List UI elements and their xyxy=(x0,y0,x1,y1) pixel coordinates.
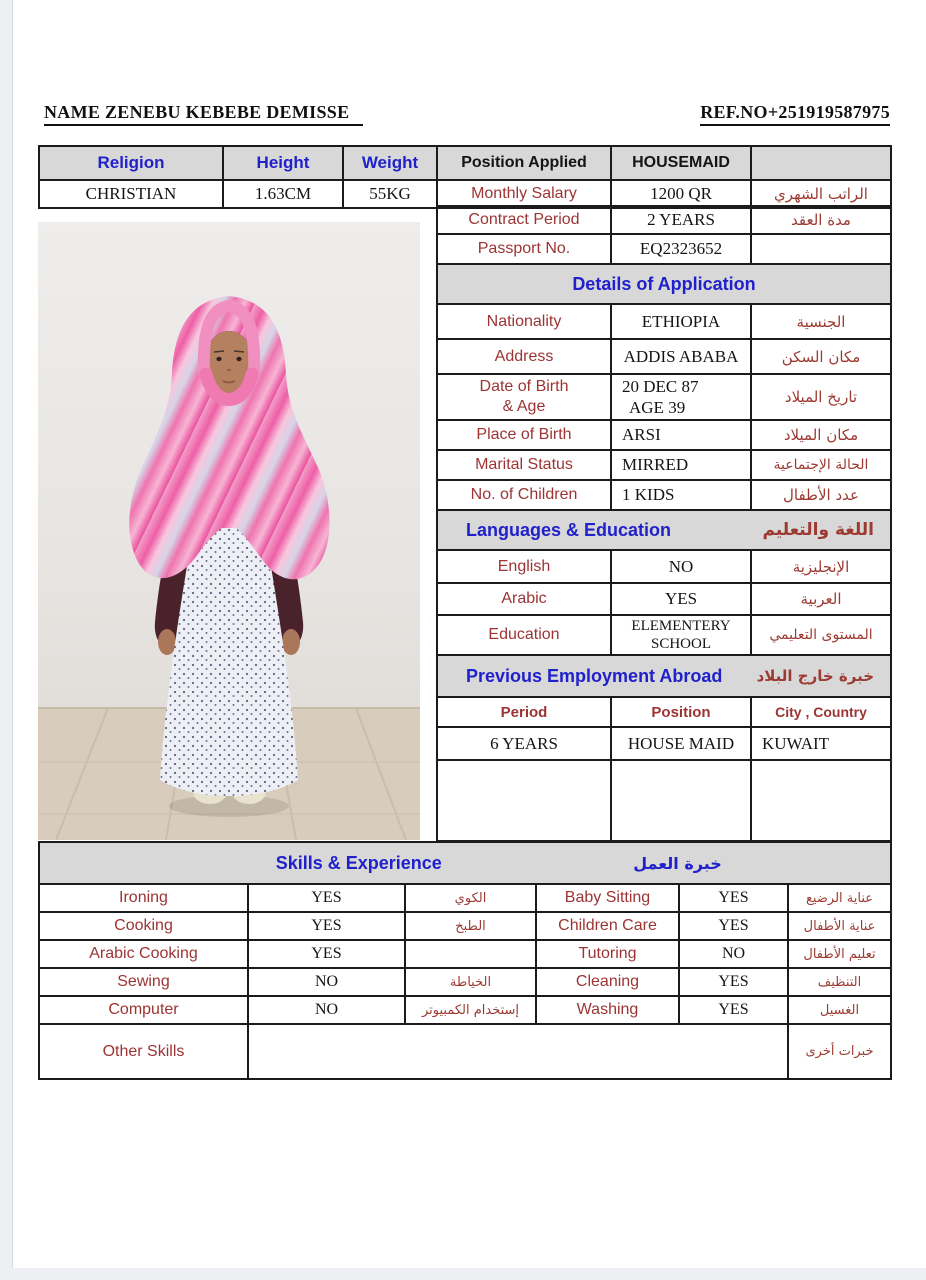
skill-value: YES xyxy=(679,884,788,912)
address-label: Address xyxy=(437,339,611,374)
skill-value: YES xyxy=(248,940,405,968)
skill-value: NO xyxy=(248,996,405,1024)
skill-value: YES xyxy=(679,968,788,996)
passport-label: Passport No. xyxy=(437,234,611,264)
skills-table xyxy=(38,841,892,1080)
applicant-name: NAME ZENEBU KEBEBE DEMISSE xyxy=(44,102,363,126)
arabic-arabic: العربية xyxy=(751,583,891,615)
place-of-birth-label: Place of Birth xyxy=(437,420,611,450)
employment-position-value: HOUSE MAID xyxy=(611,727,751,760)
passport-value: EQ2323652 xyxy=(611,234,751,264)
dob-label-line2: & Age xyxy=(502,398,546,415)
position-column-header: Position xyxy=(611,697,751,727)
position-applied-header: Position Applied xyxy=(437,146,611,180)
skill-arabic: عناية الرضيع xyxy=(788,884,891,912)
address-value: ADDIS ABABA xyxy=(611,339,751,374)
monthly-salary-arabic: الراتب الشهري xyxy=(751,180,891,208)
skill-label: Ironing xyxy=(39,884,248,912)
dob-label-line1: Date of Birth xyxy=(479,378,569,395)
address-arabic: مكان السكن xyxy=(751,339,891,374)
employment-section-header xyxy=(437,655,891,697)
marital-status-arabic: الحالة الإجتماعية xyxy=(751,450,891,480)
skill-arabic: التنظيف xyxy=(788,968,891,996)
skill-label: Arabic Cooking xyxy=(39,940,248,968)
english-arabic: الإنجليزية xyxy=(751,550,891,583)
arabic-value: YES xyxy=(611,583,751,615)
languages-title: Languages & Education xyxy=(466,519,672,540)
skills-row xyxy=(39,940,891,968)
skill-arabic: الكوي xyxy=(405,884,536,912)
skill-value: YES xyxy=(248,884,405,912)
skill-label: Tutoring xyxy=(536,940,679,968)
skills-title: Skills & Experience xyxy=(275,852,442,873)
skill-arabic: تعليم الأطفال xyxy=(788,940,891,968)
skill-label: Baby Sitting xyxy=(536,884,679,912)
employment-period-value: 6 YEARS xyxy=(437,727,611,760)
dob-arabic: تاريخ الميلاد xyxy=(751,374,891,420)
employment-title: Previous Employment Abroad xyxy=(466,665,723,686)
height-header: Height xyxy=(223,146,343,180)
skills-row xyxy=(39,884,891,912)
skill-arabic: الخياطة xyxy=(405,968,536,996)
city-column-header: City , Country xyxy=(751,697,891,727)
dob-value xyxy=(611,374,751,420)
reference-number: REF.NO+251919587975 xyxy=(700,102,890,126)
children-arabic: عدد الأطفال xyxy=(751,480,891,510)
passport-arabic-empty xyxy=(751,234,891,264)
religion-value: CHRISTIAN xyxy=(39,180,223,208)
contract-period-value: 2 YEARS xyxy=(611,206,751,234)
employment-empty-period xyxy=(437,760,611,841)
summary-table xyxy=(38,145,892,209)
skill-label: Cooking xyxy=(39,912,248,940)
languages-title-arabic: اللغة والتعليم xyxy=(762,520,874,540)
skills-row xyxy=(39,968,891,996)
place-of-birth-value: ARSI xyxy=(611,420,751,450)
skill-arabic: الغسيل xyxy=(788,996,891,1024)
nationality-label: Nationality xyxy=(437,304,611,339)
applicant-photo xyxy=(38,222,420,840)
skills-section-header xyxy=(39,842,891,884)
employment-empty-position xyxy=(611,760,751,841)
education-arabic: المستوى التعليمي xyxy=(751,615,891,655)
employment-empty-city xyxy=(751,760,891,841)
skill-value: NO xyxy=(679,940,788,968)
marital-status-label: Marital Status xyxy=(437,450,611,480)
children-label: No. of Children xyxy=(437,480,611,510)
dob-value-line2: AGE 39 xyxy=(629,398,686,417)
skill-value: NO xyxy=(248,968,405,996)
skill-label: Children Care xyxy=(536,912,679,940)
details-section-title: Details of Application xyxy=(437,264,891,304)
empty-header-cell xyxy=(751,146,891,180)
skill-value: YES xyxy=(679,996,788,1024)
height-value: 1.63CM xyxy=(223,180,343,208)
skills-title-arabic: خبرة العمل xyxy=(633,853,722,873)
other-skills-arabic: خبرات أخرى xyxy=(788,1024,891,1079)
languages-section-header xyxy=(437,510,891,550)
education-label: Education xyxy=(437,615,611,655)
position-value: HOUSEMAID xyxy=(611,146,751,180)
employment-title-arabic: خبرة خارج البلاد xyxy=(756,667,874,685)
monthly-salary-value: 1200 QR xyxy=(611,180,751,208)
contract-period-label: Contract Period xyxy=(437,206,611,234)
nationality-arabic: الجنسية xyxy=(751,304,891,339)
english-value: NO xyxy=(611,550,751,583)
dob-value-line1: 20 DEC 87 xyxy=(622,376,699,396)
skill-arabic: الطبخ xyxy=(405,912,536,940)
skill-value: YES xyxy=(679,912,788,940)
skill-label: Computer xyxy=(39,996,248,1024)
document-header xyxy=(44,102,890,126)
weight-header: Weight xyxy=(343,146,437,180)
education-value: ELEMENTERY SCHOOL xyxy=(611,615,751,655)
weight-value: 55KG xyxy=(343,180,437,208)
dob-label xyxy=(437,374,611,420)
marital-status-value: MIRRED xyxy=(611,450,751,480)
skill-arabic xyxy=(405,940,536,968)
period-column-header: Period xyxy=(437,697,611,727)
english-label: English xyxy=(437,550,611,583)
monthly-salary-label: Monthly Salary xyxy=(437,180,611,208)
skill-label: Sewing xyxy=(39,968,248,996)
applicant-photo-illustration xyxy=(38,222,420,840)
skill-value: YES xyxy=(248,912,405,940)
nationality-value: ETHIOPIA xyxy=(611,304,751,339)
application-table xyxy=(436,205,892,842)
skill-arabic: عناية الأطفال xyxy=(788,912,891,940)
children-value: 1 KIDS xyxy=(611,480,751,510)
contract-period-arabic: مدة العقد xyxy=(751,206,891,234)
skill-arabic: إستخدام الكمبيوتر xyxy=(405,996,536,1024)
employment-city-value: KUWAIT xyxy=(751,727,891,760)
other-skills-label: Other Skills xyxy=(39,1024,248,1079)
religion-header: Religion xyxy=(39,146,223,180)
other-skills-value-empty xyxy=(248,1024,788,1079)
place-of-birth-arabic: مكان الميلاد xyxy=(751,420,891,450)
skills-row xyxy=(39,996,891,1024)
skills-row xyxy=(39,912,891,940)
skill-label: Cleaning xyxy=(536,968,679,996)
skill-label: Washing xyxy=(536,996,679,1024)
arabic-label: Arabic xyxy=(437,583,611,615)
